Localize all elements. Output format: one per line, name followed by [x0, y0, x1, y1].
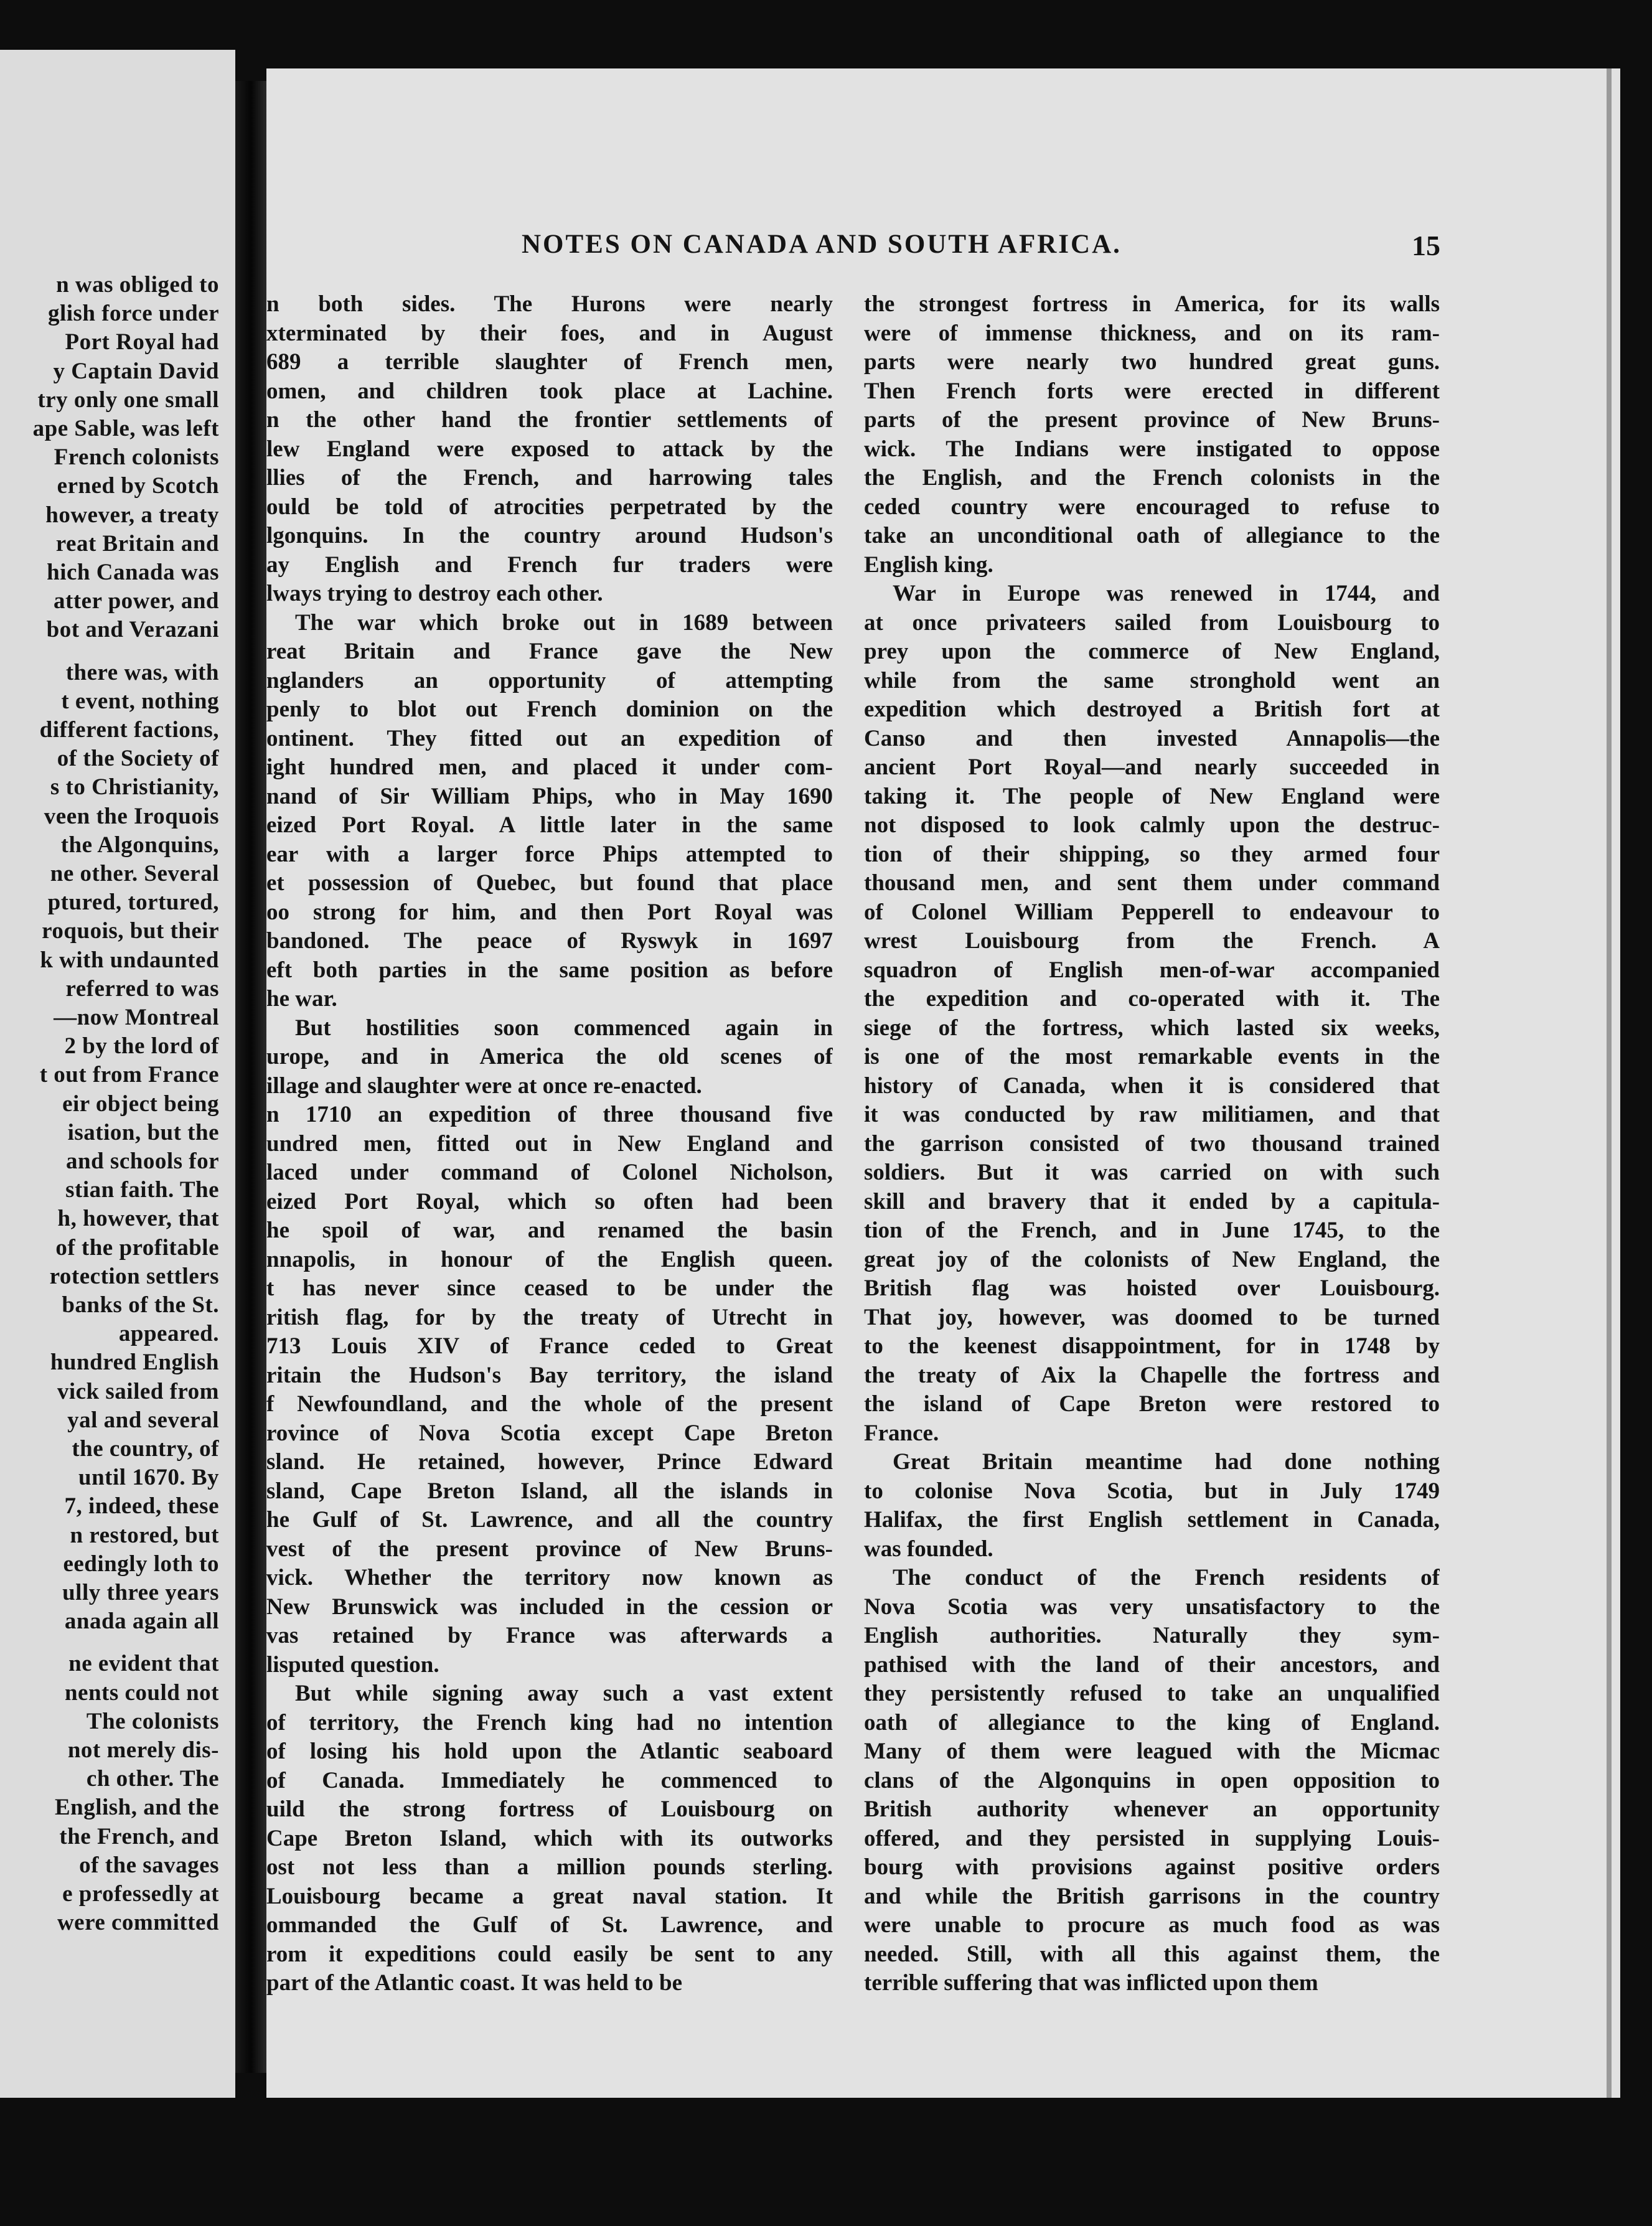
text-line: 689 a terrible slaughter of French men,: [266, 349, 833, 375]
text-line: undred men, fitted out in New England and: [266, 1130, 833, 1157]
text-line: sland. He retained, however, Prince Edward: [266, 1449, 833, 1475]
text-line: the garrison consisted of two thousand trained: [864, 1130, 1440, 1157]
text-line: of Canada. Immediately he commenced to: [266, 1767, 833, 1793]
text-line: ontinent. They fitted out an expedition of: [266, 725, 833, 751]
text-line: n 1710 an expedition of three thousand five: [266, 1102, 833, 1127]
left-page-line: y Captain David: [53, 358, 219, 384]
left-page-line: veen the Iroquois: [44, 803, 219, 829]
left-page-line: however, a treaty: [45, 502, 219, 528]
left-page-line: Port Royal had: [65, 329, 219, 355]
left-page-line: of the savages: [79, 1852, 219, 1878]
text-line: ould be told of atrocities perpetrated by the: [266, 494, 833, 520]
text-line: terrible suffering that was inflicted upon them: [864, 1970, 1318, 1996]
text-line: the expedition and co-operated with it. The: [864, 986, 1440, 1012]
text-line: skill and bravery that it ended by a capitula-: [864, 1188, 1440, 1214]
text-line: British authority whenever an opportunity: [864, 1796, 1440, 1822]
text-line: he war.: [266, 986, 337, 1012]
text-line: the strongest fortress in America, for its walls: [864, 291, 1440, 317]
left-page-line: ape Sable, was left: [32, 416, 219, 441]
left-page-line: ptured, tortured,: [47, 890, 219, 916]
text-line: lew England were exposed to attack by the: [266, 436, 833, 462]
text-line: clans of the Algonquins in open opposition to: [864, 1767, 1440, 1793]
left-page-line: roquois, but their: [42, 918, 219, 944]
text-line: oath of allegiance to the king of England.: [864, 1709, 1440, 1735]
left-page-line: rotection settlers: [49, 1263, 219, 1289]
text-line: ost not less than a million pounds sterling.: [266, 1854, 833, 1880]
text-line: eft both parties in the same position as before: [266, 957, 833, 983]
text-column-right: [864, 290, 1440, 1998]
text-line: urope, and in America the old scenes of: [266, 1044, 833, 1069]
left-page-line: t event, nothing: [61, 688, 219, 714]
text-line: of Colonel William Pepperell to endeavour to: [864, 899, 1440, 925]
text-line: take an unconditional oath of allegiance to the: [864, 523, 1440, 548]
running-head-title: NOTES ON CANADA AND SOUTH AFRICA.: [522, 230, 1122, 259]
text-line: was founded.: [864, 1536, 993, 1562]
text-line: France.: [864, 1420, 939, 1446]
text-line: the English, and the French colonists in the: [864, 465, 1440, 491]
text-line: tion of the French, and in June 1745, to the: [864, 1218, 1440, 1243]
text-line: squadron of English men-of-war accompanied: [864, 957, 1440, 983]
text-line: vick. Whether the territory now known as: [266, 1565, 833, 1590]
text-line: tion of their shipping, so they armed four: [864, 841, 1440, 867]
text-line: great joy of the colonists of New England, the: [864, 1246, 1440, 1272]
left-page-line: different factions,: [39, 717, 219, 743]
text-line: uild the strong fortress of Louisbourg on: [266, 1796, 833, 1822]
left-page-line: k with undaunted: [40, 947, 219, 973]
left-page-line: vick sailed from: [57, 1378, 219, 1404]
left-page-line: of the Society of: [57, 746, 219, 772]
text-line: pathised with the land of their ancestors, and: [864, 1651, 1440, 1678]
text-line: That joy, however, was doomed to be turned: [864, 1304, 1440, 1330]
text-line: Cape Breton Island, which with its outworks: [266, 1825, 833, 1851]
text-line: ight hundred men, and placed it under com-: [266, 754, 833, 780]
left-page-line: nents could not: [64, 1679, 219, 1706]
left-page-line: n restored, but: [70, 1522, 219, 1548]
text-line: Halifax, the first English settlement in Canada,: [864, 1507, 1440, 1533]
text-line: nglanders an opportunity of attempting: [266, 667, 833, 693]
text-line: ay English and French fur traders were: [266, 552, 833, 578]
text-line: to colonise Nova Scotia, but in July 1749: [864, 1478, 1440, 1504]
text-line: were unable to procure as much food as was: [864, 1912, 1440, 1938]
left-page-line: bot and Verazani: [46, 617, 219, 643]
left-page-line: s to Christianity,: [50, 774, 219, 801]
text-line: ear with a larger force Phips attempted to: [266, 841, 833, 867]
text-line: laced under command of Colonel Nicholson,: [266, 1160, 833, 1185]
page-number: 15: [1412, 230, 1440, 261]
text-line: War in Europe was renewed in 1744, and: [893, 581, 1440, 606]
left-page-line: n was obliged to: [56, 272, 219, 298]
left-page-line: the Algonquins,: [60, 832, 219, 858]
left-page-line: try only one small: [37, 387, 219, 413]
text-line: f Newfoundland, and the whole of the present: [266, 1391, 833, 1417]
text-line: British flag was hoisted over Louisbourg.: [864, 1275, 1440, 1301]
text-line: it was conducted by raw militiamen, and that: [864, 1102, 1440, 1127]
text-line: nand of Sir William Phips, who in May 1690: [266, 783, 833, 809]
left-page-line: yal and several: [67, 1407, 219, 1433]
text-line: New Brunswick was included in the cession or: [266, 1594, 833, 1620]
text-line: ancient Port Royal—and nearly succeeded in: [864, 754, 1440, 780]
text-line: is one of the most remarkable events in the: [864, 1044, 1440, 1069]
text-line: bandoned. The peace of Ryswyk in 1697: [266, 928, 833, 954]
left-page-line: reat Britain and: [55, 530, 219, 556]
text-line: ritish flag, for by the treaty of Utrecht in: [266, 1304, 833, 1330]
text-line: while from the same stronghold went an: [864, 667, 1440, 693]
left-page-line: eedingly loth to: [63, 1551, 219, 1577]
left-page-line: atter power, and: [54, 588, 219, 614]
left-page-line: isation, but the: [67, 1119, 219, 1145]
text-line: expedition which destroyed a British fort at: [864, 697, 1440, 722]
text-line: the island of Cape Breton were restored to: [864, 1391, 1440, 1417]
left-page-line: referred to was: [65, 975, 219, 1002]
text-line: at once privateers sailed from Louisbourg to: [864, 609, 1440, 636]
text-line: Canso and then invested Annapolis—the: [864, 725, 1440, 751]
text-line: he Gulf of St. Lawrence, and all the country: [266, 1507, 833, 1533]
text-column-left: [266, 290, 833, 1998]
text-line: Many of them were leagued with the Micmac: [864, 1739, 1440, 1764]
text-line: he spoil of war, and renamed the basin: [266, 1218, 833, 1243]
left-page-line: 2 by the lord of: [64, 1033, 219, 1059]
text-line: The war which broke out in 1689 between: [295, 609, 833, 636]
text-line: thousand men, and sent them under command: [864, 870, 1440, 896]
text-line: parts were nearly two hundred great guns.: [864, 349, 1440, 375]
text-line: lisputed question.: [266, 1651, 439, 1678]
text-line: But hostilities soon commenced again in: [295, 1015, 833, 1041]
left-page-line: banks of the St.: [62, 1292, 219, 1318]
text-line: not disposed to look calmly upon the destruc-: [864, 812, 1440, 838]
text-line: part of the Atlantic coast. It was held to be: [266, 1970, 683, 1996]
text-line: siege of the fortress, which lasted six weeks,: [864, 1015, 1440, 1041]
text-line: history of Canada, when it is considered that: [864, 1073, 1440, 1099]
text-line: illage and slaughter were at once re-enacted.: [266, 1073, 702, 1099]
text-line: n the other hand the frontier settlements of: [266, 407, 833, 433]
text-line: to the keenest disappointment, for in 1748 by: [864, 1333, 1440, 1359]
text-line: bourg with provisions against positive orders: [864, 1854, 1440, 1880]
book-binding: [235, 81, 266, 2073]
text-line: prey upon the commerce of New England,: [864, 639, 1440, 664]
left-page-line: erned by Scotch: [57, 473, 219, 499]
text-line: ommanded the Gulf of St. Lawrence, and: [266, 1912, 833, 1938]
left-page-line: glish force under: [47, 301, 219, 327]
left-page-line: ch other. The: [86, 1766, 219, 1792]
text-line: of territory, the French king had no intention: [266, 1709, 833, 1735]
left-page-line: 7, indeed, these: [64, 1493, 219, 1519]
text-line: But while signing away such a vast extent: [295, 1681, 833, 1706]
running-head: [266, 229, 1586, 266]
text-line: 713 Louis XIV of France ceded to Great: [266, 1333, 833, 1359]
left-page-line: the French, and: [59, 1823, 219, 1849]
text-line: et possession of Quebec, but found that place: [266, 870, 833, 896]
text-line: t has never since ceased to be under the: [266, 1275, 833, 1301]
text-line: Then French forts were erected in different: [864, 378, 1440, 404]
left-page-line: of the profitable: [55, 1234, 219, 1261]
text-line: Great Britain meantime had done nothing: [893, 1449, 1440, 1475]
left-page-line: t out from France: [39, 1062, 219, 1088]
left-page-line: were committed: [57, 1910, 219, 1936]
text-line: rom it expeditions could easily be sent to any: [266, 1941, 833, 1967]
text-line: The conduct of the French residents of: [893, 1565, 1440, 1590]
left-page-line: hundred English: [50, 1350, 219, 1376]
text-line: English king.: [864, 552, 993, 578]
text-line: lgonquins. In the country around Hudson's: [266, 523, 833, 548]
text-line: ritain the Hudson's Bay territory, the island: [266, 1362, 833, 1388]
text-line: xterminated by their foes, and in August: [266, 320, 833, 346]
text-line: lways trying to destroy each other.: [266, 581, 603, 606]
text-line: vest of the present province of New Bruns-: [266, 1536, 833, 1562]
left-page-line: ne other. Several: [50, 861, 219, 886]
text-line: of losing his hold upon the Atlantic seaboard: [266, 1739, 833, 1764]
text-line: llies of the French, and harrowing tales: [266, 465, 833, 491]
text-line: were of immense thickness, and on its ram-: [864, 320, 1440, 346]
left-page-line: anada again all: [64, 1608, 219, 1635]
text-line: they persistently refused to take an unqualified: [864, 1681, 1440, 1706]
left-page-line: The colonists: [86, 1708, 219, 1734]
left-page-line: ully three years: [62, 1580, 219, 1605]
left-page-line: until 1670. By: [78, 1465, 219, 1491]
left-page-line: appeared.: [118, 1321, 219, 1347]
left-page: [0, 50, 235, 2098]
text-line: n both sides. The Hurons were nearly: [266, 291, 833, 317]
text-line: vas retained by France was afterwards a: [266, 1623, 833, 1648]
text-line: Nova Scotia was very unsatisfactory to the: [864, 1594, 1440, 1620]
left-page-line: hich Canada was: [47, 560, 219, 585]
right-page: [266, 68, 1620, 2098]
text-line: reat Britain and France gave the New: [266, 639, 833, 664]
left-page-line: the country, of: [72, 1436, 219, 1462]
left-page-line: and schools for: [66, 1148, 219, 1174]
text-line: nnapolis, in honour of the English queen.: [266, 1246, 833, 1272]
text-line: offered, and they persisted in supplying Louis-: [864, 1825, 1440, 1851]
left-page-line: ne evident that: [68, 1651, 219, 1677]
text-line: and while the British garrisons in the country: [864, 1883, 1440, 1909]
left-page-line: French colonists: [54, 444, 219, 471]
left-page-line: h, however, that: [57, 1206, 219, 1232]
left-page-line: there was, with: [65, 659, 219, 685]
text-line: English authorities. Naturally they sym-: [864, 1623, 1440, 1648]
left-page-line: English, and the: [54, 1795, 219, 1821]
text-line: wick. The Indians were instigated to oppose: [864, 436, 1440, 462]
left-page-line: stian faith. The: [65, 1177, 219, 1203]
page-edge: [1607, 68, 1612, 2098]
text-line: penly to blot out French dominion on the: [266, 697, 833, 722]
text-line: the treaty of Aix la Chapelle the fortress and: [864, 1362, 1440, 1388]
text-line: Louisbourg became a great naval station. It: [266, 1883, 833, 1909]
left-page-line: eir object being: [62, 1091, 219, 1117]
text-line: omen, and children took place at Lachine.: [266, 378, 833, 404]
text-line: needed. Still, with all this against them, the: [864, 1941, 1440, 1967]
left-page-line: —now Montreal: [54, 1005, 219, 1030]
text-line: taking it. The people of New England were: [864, 783, 1440, 809]
text-line: oo strong for him, and then Port Royal was: [266, 899, 833, 925]
text-line: wrest Louisbourg from the French. A: [864, 928, 1440, 954]
text-line: sland, Cape Breton Island, all the islands in: [266, 1478, 833, 1504]
text-line: rovince of Nova Scotia except Cape Breton: [266, 1420, 833, 1446]
text-line: eized Port Royal. A little later in the same: [266, 812, 833, 838]
left-page-line: e professedly at: [62, 1881, 219, 1907]
text-line: soldiers. But it was carried on with such: [864, 1160, 1440, 1185]
text-line: parts of the present province of New Bruns-: [864, 407, 1440, 433]
left-page-line: not merely dis-: [67, 1737, 219, 1763]
text-line: eized Port Royal, which so often had been: [266, 1188, 833, 1214]
text-line: ceded country were encouraged to refuse to: [864, 494, 1440, 520]
